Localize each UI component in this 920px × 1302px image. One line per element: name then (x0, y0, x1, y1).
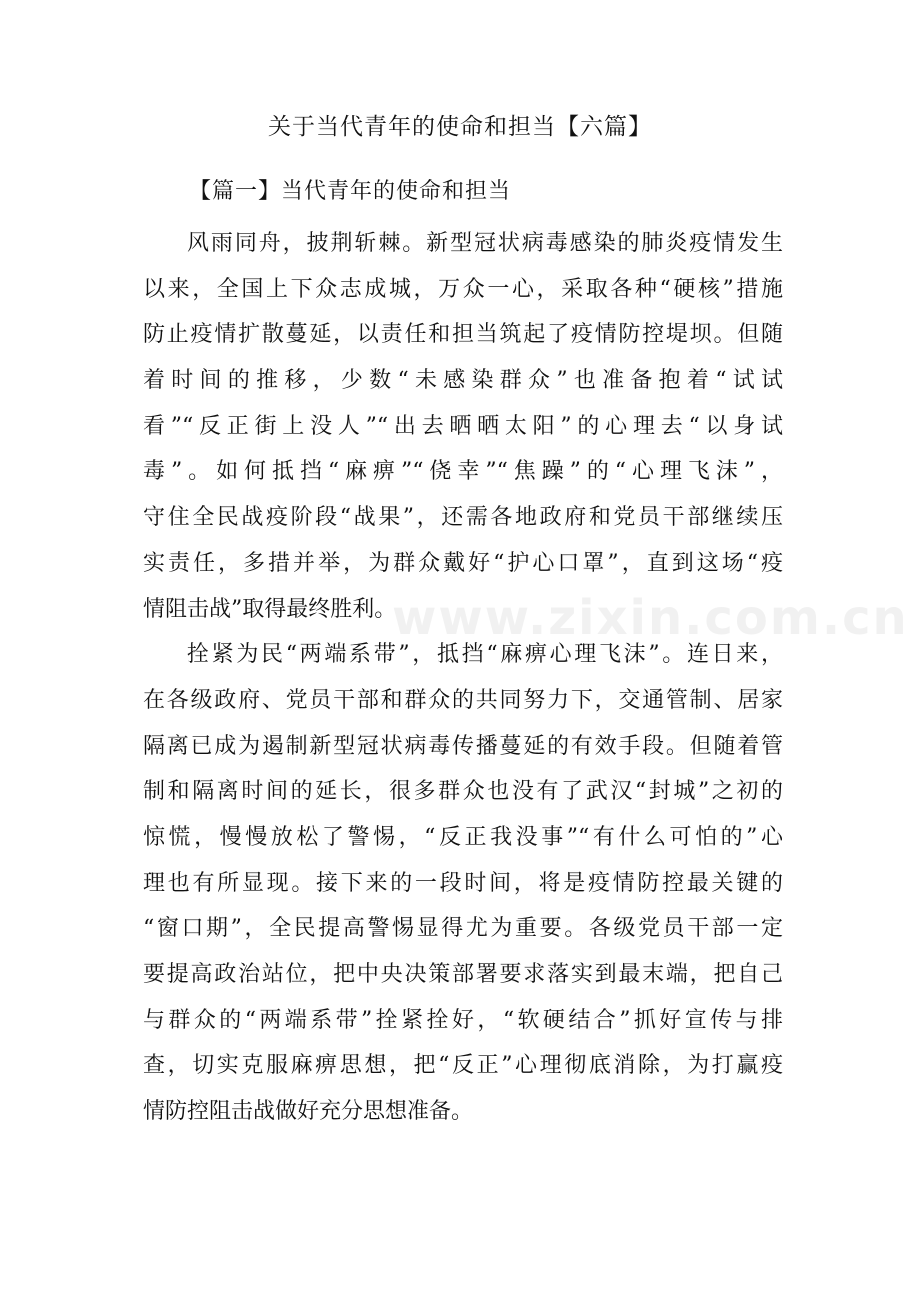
paragraph-line: 风雨同舟，披荆斩棘。新型冠状病毒感染的肺炎疫情发生 (187, 231, 783, 256)
watermark-text: www.zixin.com.cn (392, 590, 909, 646)
paragraph-line: 看”“反正街上没人”“出去晒晒太阳”的心理去“以身试 (143, 413, 783, 439)
paragraph-line: 制和隔离时间的延长，很多群众也没有了武汉“封城”之初的 (143, 779, 783, 805)
paragraph-line: 与群众的“两端系带”拴紧拴好，“软硬结合”抓好宣传与排 (143, 1007, 783, 1033)
paragraph-line: 查，切实克服麻痹思想，把“反正”心理彻底消除，为打赢疫 (143, 1053, 783, 1079)
paragraph-line: 在各级政府、党员干部和群众的共同努力下，交通管制、居家 (143, 687, 783, 713)
paragraph-line: 着时间的推移，少数“未感染群众”也准备抱着“试试 (143, 368, 783, 394)
paragraph-2 (143, 632, 783, 1135)
document-title: 关于当代青年的使命和担当【六篇】 (268, 114, 652, 140)
paragraph-line: “窗口期”，全民提高警惕显得尤为重要。各级党员干部一定 (143, 916, 783, 942)
body-text (143, 221, 783, 1135)
paragraph-line: 实责任，多措并举，为群众戴好“护心口罩”，直到这场“疫 (143, 550, 783, 576)
paragraph-line: 情阻击战”取得最终胜利。 (143, 596, 397, 622)
section-heading: 【篇一】当代青年的使命和担当 (189, 179, 512, 204)
paragraph-line: 惊慌，慢慢放松了警惕，“反正我没事”“有什么可怕的”心 (143, 824, 783, 850)
paragraph-line: 要提高政治站位，把中央决策部署要求落实到最末端，把自己 (143, 962, 783, 987)
paragraph-1 (143, 221, 783, 632)
paragraph-line: 以来，全国上下众志成城，万众一心，采取各种“硬核”措施 (143, 276, 783, 302)
paragraph-line: 毒”。如何抵挡“麻痹”“侥幸”“焦躁”的“心理飞沫”， (143, 459, 783, 485)
paragraph-line: 隔离已成为遏制新型冠状病毒传播蔓延的有效手段。但随着管 (143, 733, 783, 759)
paragraph-line: 理也有所显现。接下来的一段时间，将是疫情防控最关键的 (143, 870, 783, 896)
paragraph-line: 防止疫情扩散蔓延，以责任和担当筑起了疫情防控堤坝。但随 (143, 322, 783, 348)
paragraph-line: 守住全民战疫阶段“战果”，还需各地政府和党员干部继续压 (143, 505, 783, 531)
paragraph-line: 情防控阻击战做好充分思想准备。 (143, 1099, 474, 1125)
paragraph-line: 拴紧为民“两端系带”，抵挡“麻痹心理飞沫”。连日来， (187, 642, 783, 668)
